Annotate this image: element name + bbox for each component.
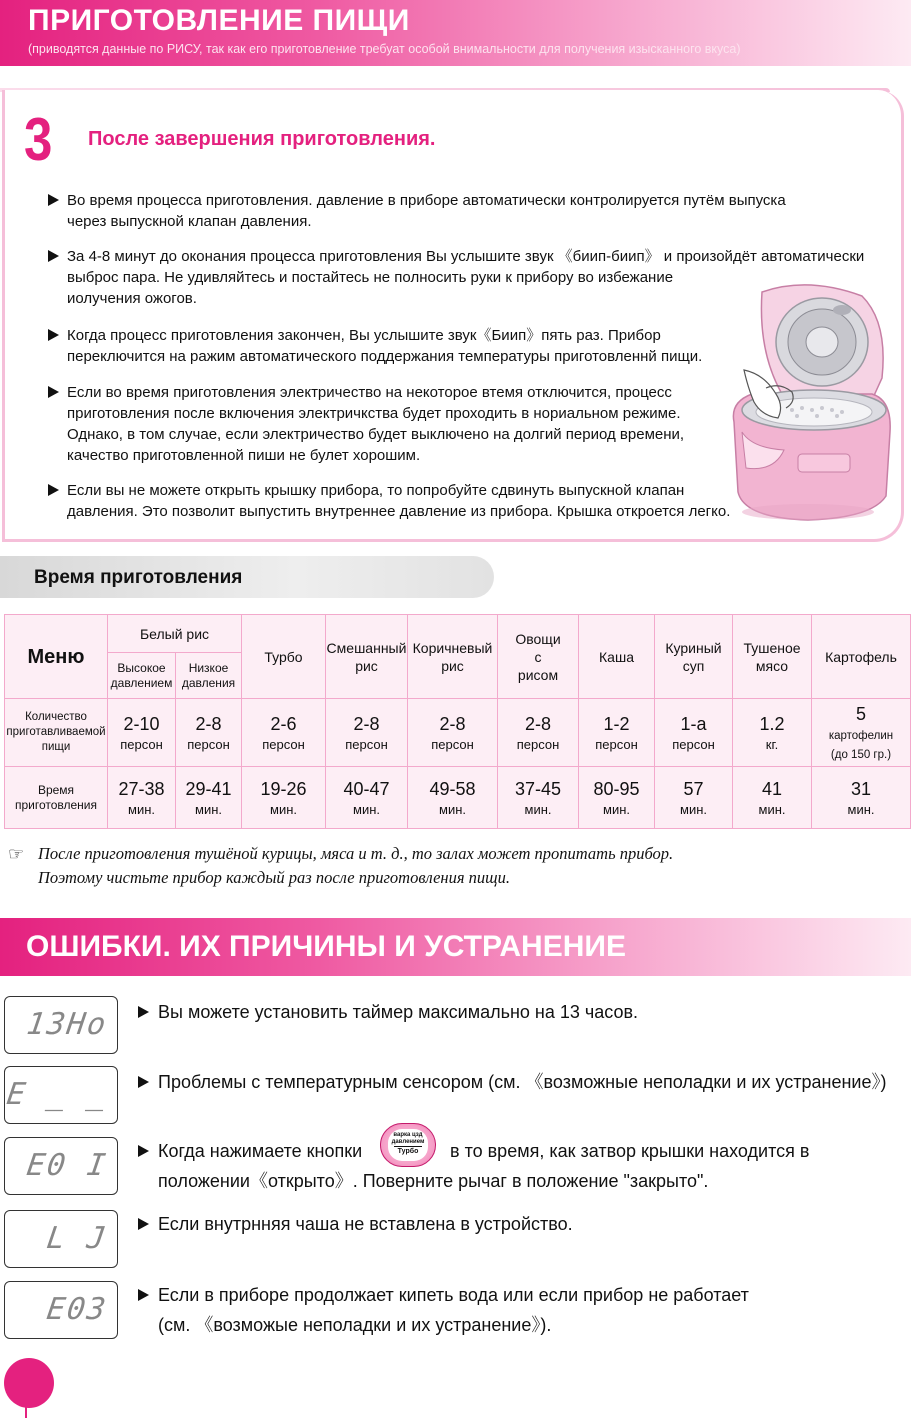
bullet-line: Если вы не можете открыть крышку прибора, то попробуйте сдвинуть выпускной клапан bbox=[67, 482, 685, 499]
label-line: пищи bbox=[41, 741, 71, 753]
table-cell bbox=[326, 699, 408, 767]
bullet-triangle-icon bbox=[138, 1076, 149, 1088]
cell-unit: мин. bbox=[128, 801, 155, 817]
table-cell bbox=[108, 699, 176, 767]
table-row-time bbox=[5, 767, 911, 829]
header-line: Турбо bbox=[264, 648, 303, 665]
cell-unit: мин. bbox=[524, 801, 552, 817]
cell-value: 2-8 bbox=[353, 713, 380, 734]
header-line: Высокое bbox=[117, 660, 166, 675]
error-text: (см. 《возможые неполадки и их устранение》). bbox=[158, 1315, 552, 1335]
note-line: Поэтому чистьте прибор каждый раз после приготовления пищи. bbox=[38, 868, 510, 887]
table-cell bbox=[812, 767, 911, 829]
error-text: Когда нажимаете кнопки bbox=[158, 1141, 363, 1161]
header-line: давлением bbox=[110, 675, 173, 690]
table-row-quantity bbox=[5, 699, 911, 767]
cell-value: 2-6 bbox=[270, 713, 297, 734]
cell-value: 29-41 bbox=[185, 778, 232, 799]
lcd-display-lj bbox=[4, 1210, 118, 1268]
cell-value: 5 bbox=[855, 703, 866, 724]
header-line: Тушеное bbox=[743, 639, 801, 656]
header-line: Смешанный bbox=[326, 639, 407, 656]
cell-unit: мин. bbox=[353, 801, 380, 817]
bullet-line: качество приготовленной пиши не булет хорошим. bbox=[67, 447, 421, 464]
step-title: После завершения приготовления. bbox=[88, 128, 436, 150]
table-cell bbox=[655, 767, 733, 829]
table-header bbox=[326, 615, 408, 699]
errors-header-band bbox=[0, 918, 911, 976]
table-header bbox=[242, 615, 326, 699]
bullet-line: Если во время приготовления электричество на некоторое втемя отключится, процесс bbox=[67, 384, 672, 401]
error-text: положении《открыто》. Поверните рычаг в положение "закрыто". bbox=[158, 1171, 709, 1191]
bullet-triangle-icon bbox=[138, 1006, 149, 1018]
error-text: Если внутрнняя чаша не вставлена в устройство. bbox=[158, 1214, 573, 1234]
cell-value: 19-26 bbox=[260, 778, 307, 799]
table-subheader-high bbox=[108, 653, 176, 699]
cell-unit: персон bbox=[187, 736, 230, 752]
cell-value: 41 bbox=[761, 778, 783, 799]
rice-cooker-illustration bbox=[722, 282, 894, 528]
lcd-display-13ho bbox=[4, 996, 118, 1054]
cell-value: 31 bbox=[850, 778, 872, 799]
header-line: рисом bbox=[517, 666, 559, 683]
cell-value: 49-58 bbox=[429, 778, 476, 799]
table-header bbox=[655, 615, 733, 699]
bullet-triangle-icon bbox=[48, 329, 59, 341]
header-line: давления bbox=[181, 675, 236, 690]
header-line: суп bbox=[682, 657, 705, 674]
error-text: Проблемы с температурным сенсором (см. 《возможные неполадки и их устранение》) bbox=[158, 1072, 887, 1092]
bullet-line: приготовления после включения электричкства будет проходить в нориальном режиме. bbox=[67, 405, 681, 422]
section-title: Время приготовления bbox=[34, 567, 243, 588]
bullet-triangle-icon bbox=[138, 1145, 149, 1157]
bullet-triangle-icon bbox=[48, 250, 59, 262]
lcd-display-e01 bbox=[4, 1137, 118, 1195]
header-line: рис bbox=[441, 657, 464, 674]
bullet-triangle-icon bbox=[48, 484, 59, 496]
cell-unit: персон bbox=[431, 736, 474, 752]
lcd-display-e bbox=[4, 1066, 118, 1124]
cell-unit: мин. bbox=[195, 801, 222, 817]
bullet-triangle-icon bbox=[138, 1218, 149, 1230]
cell-value: 2-8 bbox=[524, 713, 551, 734]
label-line: приготавливаемой bbox=[6, 726, 106, 738]
bullet-line: давления. Это позволит выпустить внутреннее давление из прибора. Крышка откроется легко. bbox=[67, 503, 731, 520]
error-text: в то время, как затвор крышки находится в bbox=[450, 1141, 810, 1161]
bullet-line: Во время процесса приготовления. давление в приборе автоматически контролируется путём выпуска bbox=[67, 192, 786, 209]
cell-unit: кг. bbox=[765, 736, 779, 752]
table-cell bbox=[812, 699, 911, 767]
table-cell bbox=[579, 767, 655, 829]
lcd-display-e03 bbox=[4, 1281, 118, 1339]
label-line: приготовления bbox=[14, 797, 98, 812]
cell-value: 2-8 bbox=[195, 713, 222, 734]
cell-value: 2-8 bbox=[439, 713, 466, 734]
table-cell bbox=[498, 767, 579, 829]
cell-unit: персон bbox=[120, 736, 163, 752]
header-line: с bbox=[534, 648, 542, 665]
button-label: варка цзд bbox=[393, 1132, 423, 1138]
page-marker bbox=[4, 1358, 54, 1408]
header-line: Картофель bbox=[825, 648, 897, 665]
table-header-white-rice: Белый рис bbox=[108, 615, 242, 653]
cell-value: 1-а bbox=[680, 713, 707, 734]
label-line: Количество bbox=[25, 711, 87, 723]
cell-unit: картофелин bbox=[828, 729, 894, 742]
errors-title: ОШИБКИ. ИХ ПРИЧИНЫ И УСТРАНЕНИЕ bbox=[26, 930, 626, 963]
header-line: Овощи bbox=[515, 630, 561, 647]
cell-unit: мин. bbox=[270, 801, 297, 817]
note-line: После приготовления тушёной курицы, мяса и т. д., то залах может пропитать прибор. bbox=[38, 844, 674, 863]
lcd-code: E0 I bbox=[24, 1148, 110, 1183]
bullet-triangle-icon bbox=[138, 1289, 149, 1301]
table-cell bbox=[242, 767, 326, 829]
pointing-hand-icon: ☞ bbox=[8, 844, 25, 864]
cell-unit: персон bbox=[262, 736, 305, 752]
cell-value: 27-38 bbox=[118, 778, 165, 799]
table-cell bbox=[242, 699, 326, 767]
header-line: Низкое bbox=[188, 660, 229, 675]
table-header bbox=[733, 615, 812, 699]
bullet-triangle-icon bbox=[48, 194, 59, 206]
error-text: Вы можете установить таймер максимально на 13 часов. bbox=[158, 1002, 639, 1022]
button-label: давлением bbox=[391, 1139, 425, 1145]
cell-value: 1-2 bbox=[603, 713, 630, 734]
button-label: Турбо bbox=[397, 1148, 419, 1155]
section-tab-cooking-time bbox=[0, 556, 494, 598]
header-line: рис bbox=[355, 657, 378, 674]
cell-unit: персон bbox=[672, 736, 715, 752]
step-number: 3 bbox=[24, 106, 53, 173]
bullet-line: За 4-8 минут до оконания процесса приготовления Вы услышите звук 《биип-биип》 и произойдёт автоматически bbox=[67, 248, 865, 265]
pressure-turbo-button-icon bbox=[380, 1123, 436, 1167]
bullet-triangle-icon bbox=[48, 386, 59, 398]
cell-unit: персон bbox=[516, 736, 560, 752]
header-band bbox=[0, 0, 911, 66]
table-header bbox=[812, 615, 911, 699]
cell-unit: мин. bbox=[439, 801, 466, 817]
cooking-time-table bbox=[4, 614, 911, 829]
lcd-code: E _ _ bbox=[4, 1077, 110, 1112]
cell-unit: (до 150 гр.) bbox=[830, 748, 892, 761]
table-cell bbox=[733, 767, 812, 829]
cell-value: 40-47 bbox=[343, 778, 390, 799]
error-text: Если в приборе продолжает кипеть вода или если прибор не работает bbox=[158, 1285, 749, 1305]
table-header-menu: Меню bbox=[5, 615, 108, 699]
page-marker-line bbox=[25, 1400, 27, 1418]
header-line: Каша bbox=[599, 648, 634, 665]
table-cell bbox=[655, 699, 733, 767]
page-subtitle: (приводятся данные по РИСУ, так как его приготовление требуат особой внимальности для получения изысканного вкуса) bbox=[28, 42, 741, 56]
bullet-line: Однако, в том случае, если электричество будет выключено на долгий период времени, bbox=[67, 426, 685, 443]
table-row bbox=[5, 615, 911, 653]
table-cell bbox=[176, 767, 242, 829]
table-cell bbox=[579, 699, 655, 767]
table-cell bbox=[108, 767, 176, 829]
page-title: ПРИГОТОВЛЕНИЕ ПИЩИ bbox=[28, 4, 410, 37]
bullet-line: Когда процесс приготовления закончен, Вы услышите звук《Биип》пять раз. Прибор bbox=[67, 327, 661, 344]
row-label-quantity bbox=[5, 699, 108, 767]
cell-value: 37-45 bbox=[514, 778, 562, 799]
bullet-line: переключится на ражим автоматического поддержания температуры приготовленнй пищи. bbox=[67, 348, 703, 365]
cell-unit: мин. bbox=[680, 801, 707, 817]
lcd-code: 13Ho bbox=[24, 1007, 110, 1042]
table-cell bbox=[408, 699, 498, 767]
cell-value: 80-95 bbox=[593, 778, 640, 799]
cell-unit: персон bbox=[345, 736, 388, 752]
cell-unit: персон bbox=[595, 736, 638, 752]
cell-value: 1.2 bbox=[759, 713, 785, 734]
header-line: мясо bbox=[755, 657, 789, 674]
lcd-code: L J bbox=[44, 1221, 110, 1256]
cell-unit: мин. bbox=[603, 801, 630, 817]
lcd-code: E03 bbox=[44, 1292, 110, 1327]
row-label-time bbox=[5, 767, 108, 829]
cell-value: 57 bbox=[683, 778, 704, 799]
header-line: Коричневый bbox=[412, 639, 493, 656]
cell-unit: мин. bbox=[847, 801, 875, 817]
table-header bbox=[408, 615, 498, 699]
table-cell bbox=[176, 699, 242, 767]
bullet-line: выброс пара. Не удивляйтесь и постайтесь не полносить руки к прибору во избежание bbox=[67, 269, 674, 286]
bullet-line: иолучения ожогов. bbox=[67, 290, 197, 307]
table-cell bbox=[326, 767, 408, 829]
table-cell bbox=[408, 767, 498, 829]
label-line: Время bbox=[37, 782, 75, 797]
cell-value: 2-10 bbox=[123, 713, 160, 734]
table-cell bbox=[733, 699, 812, 767]
header-line: Куриный bbox=[665, 639, 722, 656]
table-subheader-low bbox=[176, 653, 242, 699]
cell-unit: мин. bbox=[758, 801, 786, 817]
bullet-line: через выпускной клапан давления. bbox=[67, 213, 312, 230]
table-header bbox=[579, 615, 655, 699]
table-cell bbox=[498, 699, 579, 767]
table-header bbox=[498, 615, 579, 699]
